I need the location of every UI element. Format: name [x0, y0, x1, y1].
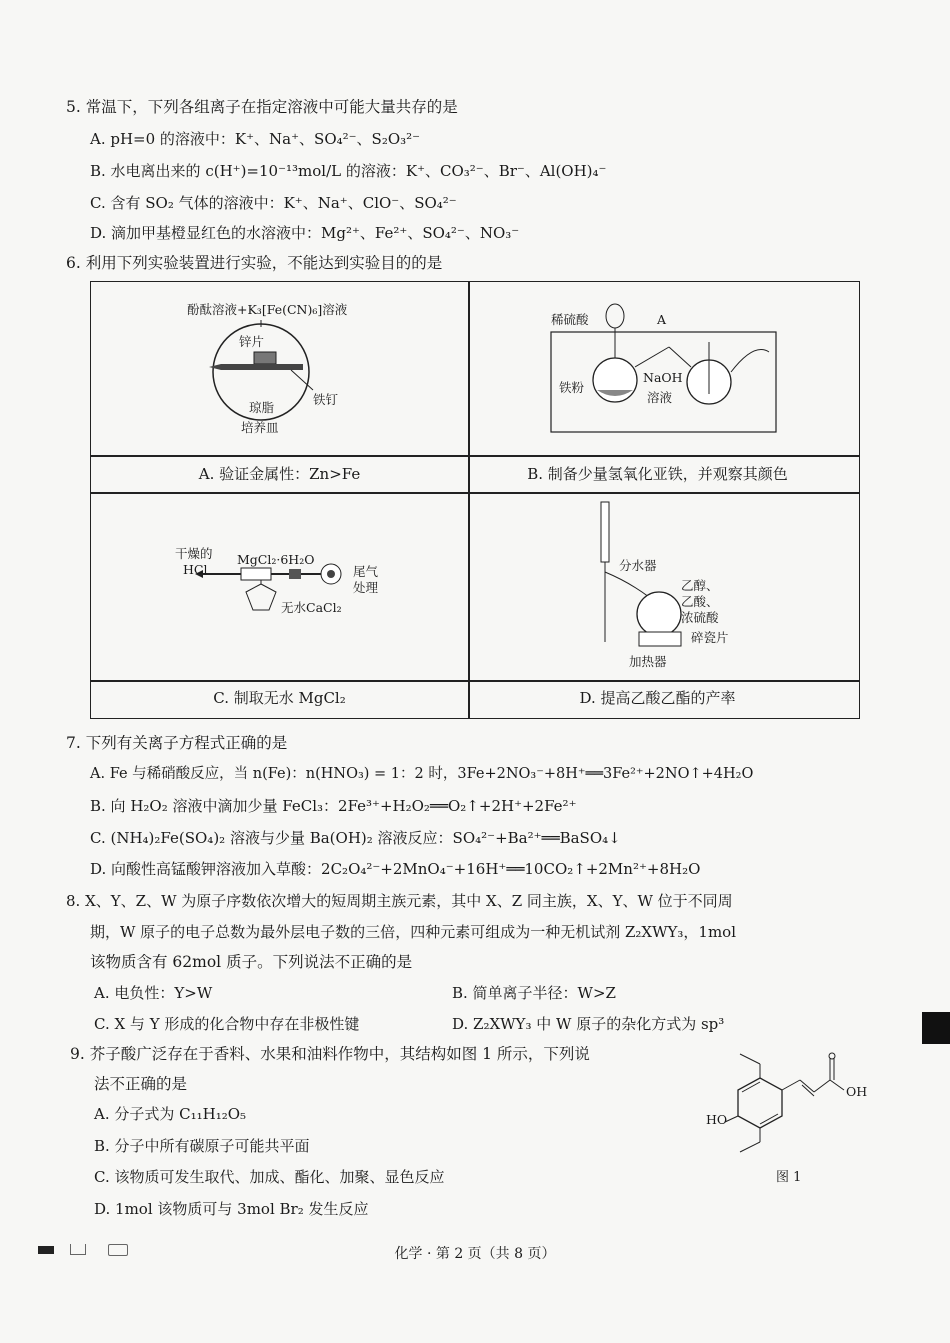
fig-a-dish-label: 培养皿	[241, 420, 279, 435]
fig-c-tail-label-2: 处理	[353, 580, 379, 595]
fig-d-caption: D. 提高乙酸乙酯的产率	[579, 689, 736, 707]
fig-a-solution-label: 酚酞溶液+K₃[Fe(CN)₆]溶液	[187, 302, 348, 317]
fig-a-caption: A. 验证金属性：Zn>Fe	[198, 465, 361, 483]
q9-option-a: A. 分子式为 C₁₁H₁₂O₅	[94, 1105, 247, 1123]
q8-option-b: B. 简单离子半径：W>Z	[452, 984, 616, 1002]
q7-option-c: C. (NH₄)₂Fe(SO₄)₂ 溶液与少量 Ba(OH)₂ 溶液反应：SO₄²⁻+Ba²⁺══BaSO₄↓	[90, 829, 621, 847]
q7-stem: 7. 下列有关离子方程式正确的是	[66, 734, 288, 752]
q8-option-a: A. 电负性：Y>W	[94, 984, 213, 1002]
q7-option-a: A. Fe 与稀硝酸反应，当 n(Fe)：n(HNO₃) = 1：2 时，3Fe+2NO₃⁻+8H⁺══3Fe²⁺+2NO↑+4H₂O	[90, 766, 754, 782]
fig-b-caption: B. 制备少量氢氧化亚铁，并观察其颜色	[527, 465, 788, 483]
page-footer: 化学 · 第 2 页（共 8 页）	[394, 1246, 556, 1262]
fig-b-valve-label: A	[657, 312, 667, 327]
figure-1-caption: 图 1	[776, 1170, 802, 1185]
q8-option-d: D. Z₂XWY₃ 中 W 原子的杂化方式为 sp³	[452, 1015, 725, 1033]
q5-stem: 5. 常温下，下列各组离子在指定溶液中可能大量共存的是	[66, 98, 458, 116]
q9-option-b: B. 分子中所有碳原子可能共平面	[94, 1137, 310, 1155]
q9-stem-line-1: 9. 芥子酸广泛存在于香料、水果和油料作物中，其结构如图 1 所示，下列说	[70, 1045, 590, 1063]
fig-d-reagent-3: 浓硫酸	[681, 610, 719, 625]
q5-option-d: D. 滴加甲基橙显红色的水溶液中：Mg²⁺、Fe²⁺、SO₄²⁻、NO₃⁻	[90, 224, 520, 242]
q9-stem-line-2: 法不正确的是	[94, 1075, 188, 1093]
fig-d-reagent-2: 乙酸、	[681, 594, 719, 609]
fig-b-naoh-label: NaOH	[643, 370, 683, 385]
fig-b-solution-label: 溶液	[647, 390, 673, 405]
fig-d-separator-label: 分水器	[619, 558, 657, 573]
q9-option-d: D. 1mol 该物质可与 3mol Br₂ 发生反应	[94, 1200, 369, 1218]
q8-stem-line-1: 8. X、Y、Z、W 为原子序数依次增大的短周期主族元素，其中 X、Z 同主族，X、Y、W 位于不同周	[66, 892, 733, 910]
fig-b-apparatus	[469, 282, 846, 455]
q6-stem: 6. 利用下列实验装置进行实验，不能达到实验目的的是	[66, 254, 443, 272]
fig-a-zinc-label: 锌片	[239, 334, 265, 349]
fig-d-chips-label: 碎瓷片	[691, 630, 729, 645]
q6-apparatus-table	[90, 281, 860, 719]
fig-d-heater-label: 加热器	[629, 654, 667, 669]
structure-oh-label: OH	[846, 1084, 868, 1099]
q5-option-a: A. pH=0 的溶液中：K⁺、Na⁺、SO₄²⁻、S₂O₃²⁻	[90, 130, 421, 148]
fig-b-iron-label: 铁粉	[559, 380, 585, 395]
q7-option-b: B. 向 H₂O₂ 溶液中滴加少量 FeCl₃：2Fe³⁺+H₂O₂══O₂↑+2H⁺+2Fe²⁺	[90, 797, 577, 815]
fig-c-cacl2-label: 无水CaCl₂	[281, 600, 342, 615]
fig-a-agar-label: 琼脂	[249, 400, 275, 415]
q9-option-c: C. 该物质可发生取代、加成、酯化、加聚、显色反应	[94, 1168, 445, 1186]
fig-d-reagent-1: 乙醇、	[681, 578, 719, 593]
fig-b-acid-label: 稀硫酸	[551, 312, 589, 327]
page-edge-marker	[922, 1012, 950, 1044]
table-divider	[91, 455, 859, 457]
q8-option-c: C. X 与 Y 形成的化合物中存在非极性键	[94, 1015, 360, 1033]
structure-ho-label: HO	[706, 1112, 728, 1127]
q5-option-c: C. 含有 SO₂ 气体的溶液中：K⁺、Na⁺、ClO⁻、SO₄²⁻	[90, 194, 457, 212]
fig-c-dry-label: 干燥的	[175, 546, 213, 561]
q8-stem-line-3: 该物质含有 62mol 质子。下列说法不正确的是	[90, 953, 413, 971]
table-divider	[91, 680, 859, 682]
fig-a-nail-label: 铁钉	[313, 392, 339, 407]
fig-a-petri-dish	[91, 282, 468, 455]
fig-c-tail-label-1: 尾气	[353, 564, 379, 579]
q8-stem-line-2: 期，W 原子的电子总数为最外层电子数的三倍，四种元素可组成为一种无机试剂 Z₂XWY₃，1mol	[90, 923, 736, 941]
fig-c-salt-label: MgCl₂·6H₂O	[237, 552, 315, 567]
fig-c-apparatus	[91, 492, 468, 680]
fig-c-hcl-label: HCl	[183, 562, 208, 577]
q7-option-d: D. 向酸性高锰酸钾溶液加入草酸：2C₂O₄²⁻+2MnO₄⁻+16H⁺══10CO₂↑+2Mn²⁺+8H₂O	[90, 860, 701, 878]
fig-c-caption: C. 制取无水 MgCl₂	[213, 689, 346, 707]
q5-option-b: B. 水电离出来的 c(H⁺)=10⁻¹³mol/L 的溶液：K⁺、CO₃²⁻、Br⁻、Al(OH)₄⁻	[90, 162, 607, 180]
